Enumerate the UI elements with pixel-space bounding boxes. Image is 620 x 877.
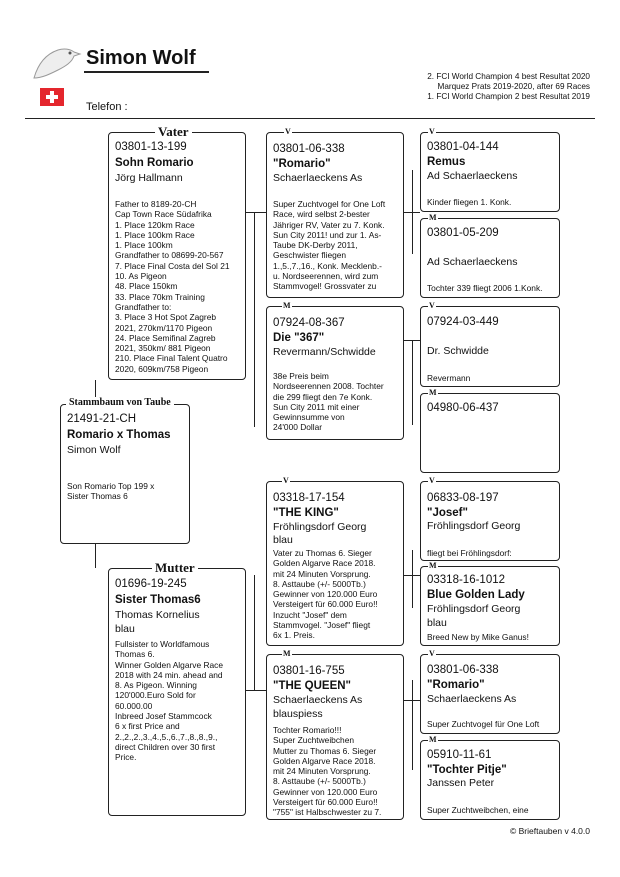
fmm-card[interactable] — [420, 393, 560, 473]
pigeon-info: Super Zuchtvogel for One Loft Race, wird selbst 2-bester Jähriger RV, Vater zu 7. Konk. Sun City 2011! und zur 1. As- Taube DK-Derby 2011, Geschwister fliegen 1.,5.,7.,16., Konk. Mecklenb.- u. Nordseerennen, wird zum Stammvogel! Grossvater zu — [273, 199, 386, 292]
color-value: blau — [427, 617, 447, 629]
ring-number: 03801-05-209 — [427, 227, 499, 239]
mmf-card[interactable] — [420, 654, 560, 734]
breeder-name: Schaerlaeckens As — [273, 694, 363, 706]
fmf-card[interactable] — [420, 306, 560, 387]
pigeon-info: Father to 8189-20-CH Cap Town Race Südafrika 1. Place 120km Race 1. Place 100km Race 1. Place 100km Grandfather to 08699-20-567 7. Place Final Costa del Sol 21 10. As Pigeon 48. Place 150km 33. Place 70km Training Grandfather to: 3. Place 3 Hot Spot Zagreb 2021, 270km/1170 Pigeon 24. Place Semifinal Zagreb 2021, 350km/ 881 Pigeon 210. Place Final Talent Quatro 2020, 609km/758 Pigeon — [115, 199, 230, 374]
pigeon-logo-icon — [28, 40, 82, 84]
male-marker: V — [429, 649, 435, 658]
achievement-line: 1. FCI World Champion 2 best Resultat 2019 — [427, 92, 590, 101]
ring-number: 07924-03-449 — [427, 316, 499, 328]
pigeon-name: "THE QUEEN" — [273, 680, 351, 692]
female-marker: M — [429, 561, 437, 570]
mother-label: Mutter — [152, 561, 198, 575]
ring-number: 03801-04-144 — [427, 141, 499, 153]
pigeon-info: Fullsister to Worldfamous Thomas 6. Winner Golden Algarve Race 2018 with 24 min. ahead and 8. As Pigeon. Winning 120'000.Euro Sold for 60.000.00 Inbreed Josef Stammcock 6 x first Price and 2.,2.,2.,3.,4.,5.,6.,7.,8.,8.,9., direct Children over 30 first Price. — [115, 639, 223, 763]
pigeon-info: Tochter 339 fliegt 2006 1.Konk. — [427, 283, 543, 293]
connector-line — [412, 170, 413, 254]
phone-label: Telefon : — [86, 101, 128, 113]
connector-line — [246, 690, 266, 691]
pigeon-name: "THE KING" — [273, 507, 339, 519]
father-card[interactable] — [108, 132, 246, 380]
connector-line — [412, 340, 413, 425]
mff-card[interactable] — [420, 481, 560, 561]
connector-line — [412, 550, 413, 608]
pigeon-info: Super Zuchtvogel für One Loft — [427, 719, 540, 729]
male-marker: V — [429, 301, 435, 310]
pigeon-name: Romario x Thomas — [67, 429, 171, 441]
breeder-name: Jörg Hallmann — [115, 172, 183, 184]
ring-number: 01696-19-245 — [115, 578, 187, 590]
ff-card[interactable] — [266, 132, 404, 298]
breeder-name: Simon Wolf — [67, 444, 121, 456]
mother-card[interactable] — [108, 568, 246, 816]
mmm-card[interactable] — [420, 740, 560, 820]
mm-card[interactable] — [266, 654, 404, 820]
color-value: blauspiess — [273, 708, 323, 720]
female-marker: M — [429, 735, 437, 744]
achievement-line: 2. FCI World Champion 4 best Resultat 2020 — [427, 72, 590, 81]
color-value: blau — [273, 534, 293, 546]
breeder-name: Fröhlingsdorf Georg — [427, 603, 521, 615]
color-value: blau — [115, 623, 135, 635]
fm-card[interactable] — [266, 306, 404, 440]
connector-line — [254, 575, 255, 690]
connector-line — [246, 212, 266, 213]
fff-card[interactable] — [420, 132, 560, 212]
swiss-flag-icon — [40, 88, 64, 106]
pigeon-info: Vater zu Thomas 6. Sieger Golden Algarve Race 2018. mit 24 Minuten Vorsprung. 8. Asttaube (+/- 5000Tb.) Gewinner von 120.000 Euro Versteigert für 60.000 Euro!! Inzucht "Josef" dem Stammvogel. "Josef" fliegt 6x 1. Preis. — [273, 548, 378, 641]
achievement-line: Marquez Prats 2019-2020, after 69 Races — [437, 82, 590, 91]
pigeon-info: Revermann — [427, 373, 471, 383]
pigeon-info: Super Zuchtweibchen, eine — [427, 805, 529, 815]
breeder-name: Ad Schaerlaeckens — [427, 256, 518, 268]
breeder-name: Janssen Peter — [427, 777, 495, 789]
pigeon-name: Die "367" — [273, 332, 325, 344]
male-marker: V — [429, 127, 435, 136]
connector-line — [254, 212, 255, 427]
connector-line — [95, 544, 96, 568]
ring-number: 06833-08-197 — [427, 492, 499, 504]
breeder-name: Revermann/Schwidde — [273, 346, 376, 358]
pigeon-info: Tochter Romario!!! Super Zuchtweibchen Mutter zu Thomas 6. Sieger Golden Algarve Race 2018. mit 24 Minuten Vorsprung. 8. Asttaube (+/- 5000Tb.) Gewinner von 120.000 Euro Versteigert für 60.000 Euro!! "755" ist Halbschwester zu 7. — [273, 725, 382, 818]
ring-number: 07924-08-367 — [273, 317, 345, 329]
breeder-name: Schaerlaeckens As — [273, 172, 363, 184]
male-marker: V — [429, 476, 435, 485]
male-marker: V — [285, 127, 291, 136]
pigeon-name: "Romario" — [273, 158, 331, 170]
pedigree-label: Stammbaum von Taube — [66, 397, 174, 409]
ring-number: 03318-17-154 — [273, 492, 345, 504]
pigeon-info: Son Romario Top 199 x Sister Thomas 6 — [67, 481, 155, 502]
mf-card[interactable] — [266, 481, 404, 646]
ring-number: 03801-13-199 — [115, 141, 187, 153]
pigeon-info: Kinder fliegen 1. Konk. — [427, 197, 512, 207]
page-title: Simon Wolf — [86, 47, 196, 69]
title-underline — [84, 71, 209, 73]
footer-copyright: © Brieftauben v 4.0.0 — [510, 826, 590, 836]
mfm-card[interactable] — [420, 566, 560, 646]
ring-number: 21491-21-CH — [67, 413, 137, 425]
father-label: Vater — [155, 125, 192, 139]
breeder-name: Schaerlaeckens As — [427, 693, 517, 705]
pigeon-name: "Romario" — [427, 679, 485, 691]
pigeon-info: Breed New by Mike Ganus! — [427, 632, 529, 642]
ring-number: 04980-06-437 — [427, 402, 499, 414]
pigeon-name: Blue Golden Lady — [427, 589, 525, 601]
pigeon-info: fliegt bei Fröhlingsdorf: — [427, 548, 512, 558]
female-marker: M — [429, 388, 437, 397]
female-marker: M — [283, 301, 291, 310]
subject-card[interactable] — [60, 404, 190, 544]
header-divider — [25, 118, 595, 119]
pigeon-name: "Josef" — [427, 507, 468, 519]
pigeon-name: Sohn Romario — [115, 157, 194, 169]
pigeon-name: "Tochter Pitje" — [427, 764, 507, 776]
pigeon-name: Remus — [427, 156, 466, 168]
breeder-name: Dr. Schwidde — [427, 345, 489, 357]
male-marker: V — [283, 476, 289, 485]
breeder-name: Fröhlingsdorf Georg — [273, 521, 367, 533]
ring-number: 03801-16-755 — [273, 665, 345, 677]
pigeon-info: 38e Preis beim Nordseerennen 2008. Tochter die 299 fliegt den 7e Konk. Sun City 2011 mit einer Gewinnsumme von 24'000 Dollar — [273, 371, 384, 433]
ring-number: 03318-16-1012 — [427, 574, 506, 586]
connector-line — [412, 680, 413, 770]
breeder-name: Ad Schaerlaeckens — [427, 170, 518, 182]
female-marker: M — [283, 649, 291, 658]
female-marker: M — [429, 213, 437, 222]
ffm-card[interactable] — [420, 218, 560, 298]
pigeon-name: Sister Thomas6 — [115, 594, 201, 606]
ring-number: 05910-11-61 — [427, 749, 492, 761]
breeder-name: Fröhlingsdorf Georg — [427, 520, 521, 532]
ring-number: 03801-06-338 — [273, 143, 345, 155]
breeder-name: Thomas Kornelius — [115, 609, 200, 621]
ring-number: 03801-06-338 — [427, 664, 499, 676]
